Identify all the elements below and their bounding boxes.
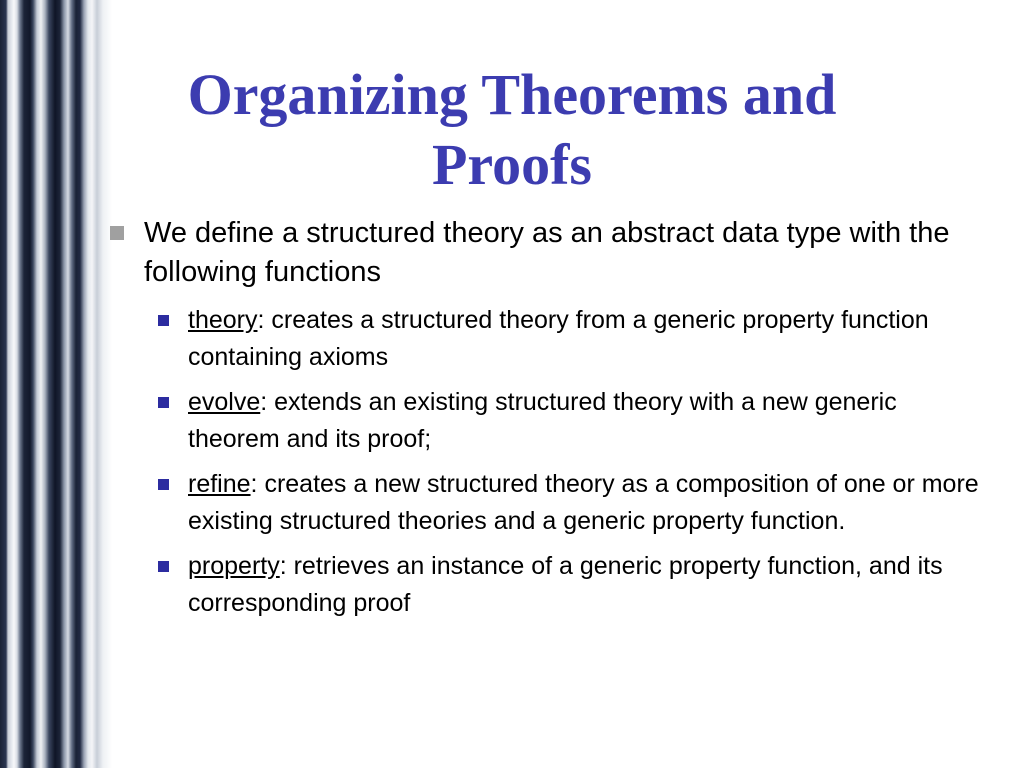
main-bullet-item <box>108 214 988 292</box>
function-description: : retrieves an instance of a generic property function, and its corresponding proof <box>188 552 943 617</box>
title-line-1: Organizing Theorems and <box>187 62 837 127</box>
square-bullet-icon <box>158 315 169 326</box>
function-description: : creates a new structured theory as a composition of one or more existing structured theories and a generic property function. <box>188 470 979 535</box>
function-term: property <box>188 552 280 580</box>
square-bullet-icon <box>158 561 169 572</box>
function-description: : extends an existing structured theory with a new generic theorem and its proof; <box>188 388 897 453</box>
function-description: : creates a structured theory from a generic property function containing axioms <box>188 306 929 371</box>
square-bullet-icon <box>158 397 169 408</box>
function-term: theory <box>188 306 258 334</box>
function-item-refine <box>108 466 988 540</box>
square-bullet-icon <box>158 479 169 490</box>
slide-title <box>140 60 884 200</box>
main-bullet-text: We define a structured theory as an abstract data type with the following functions <box>144 217 950 288</box>
function-term: evolve <box>188 388 261 416</box>
function-term: refine <box>188 470 251 498</box>
function-item-evolve <box>108 384 988 458</box>
function-item-property <box>108 548 988 622</box>
slide-body <box>108 214 988 630</box>
title-line-2: Proofs <box>431 132 592 197</box>
square-bullet-icon <box>110 226 124 240</box>
function-item-theory <box>108 302 988 376</box>
